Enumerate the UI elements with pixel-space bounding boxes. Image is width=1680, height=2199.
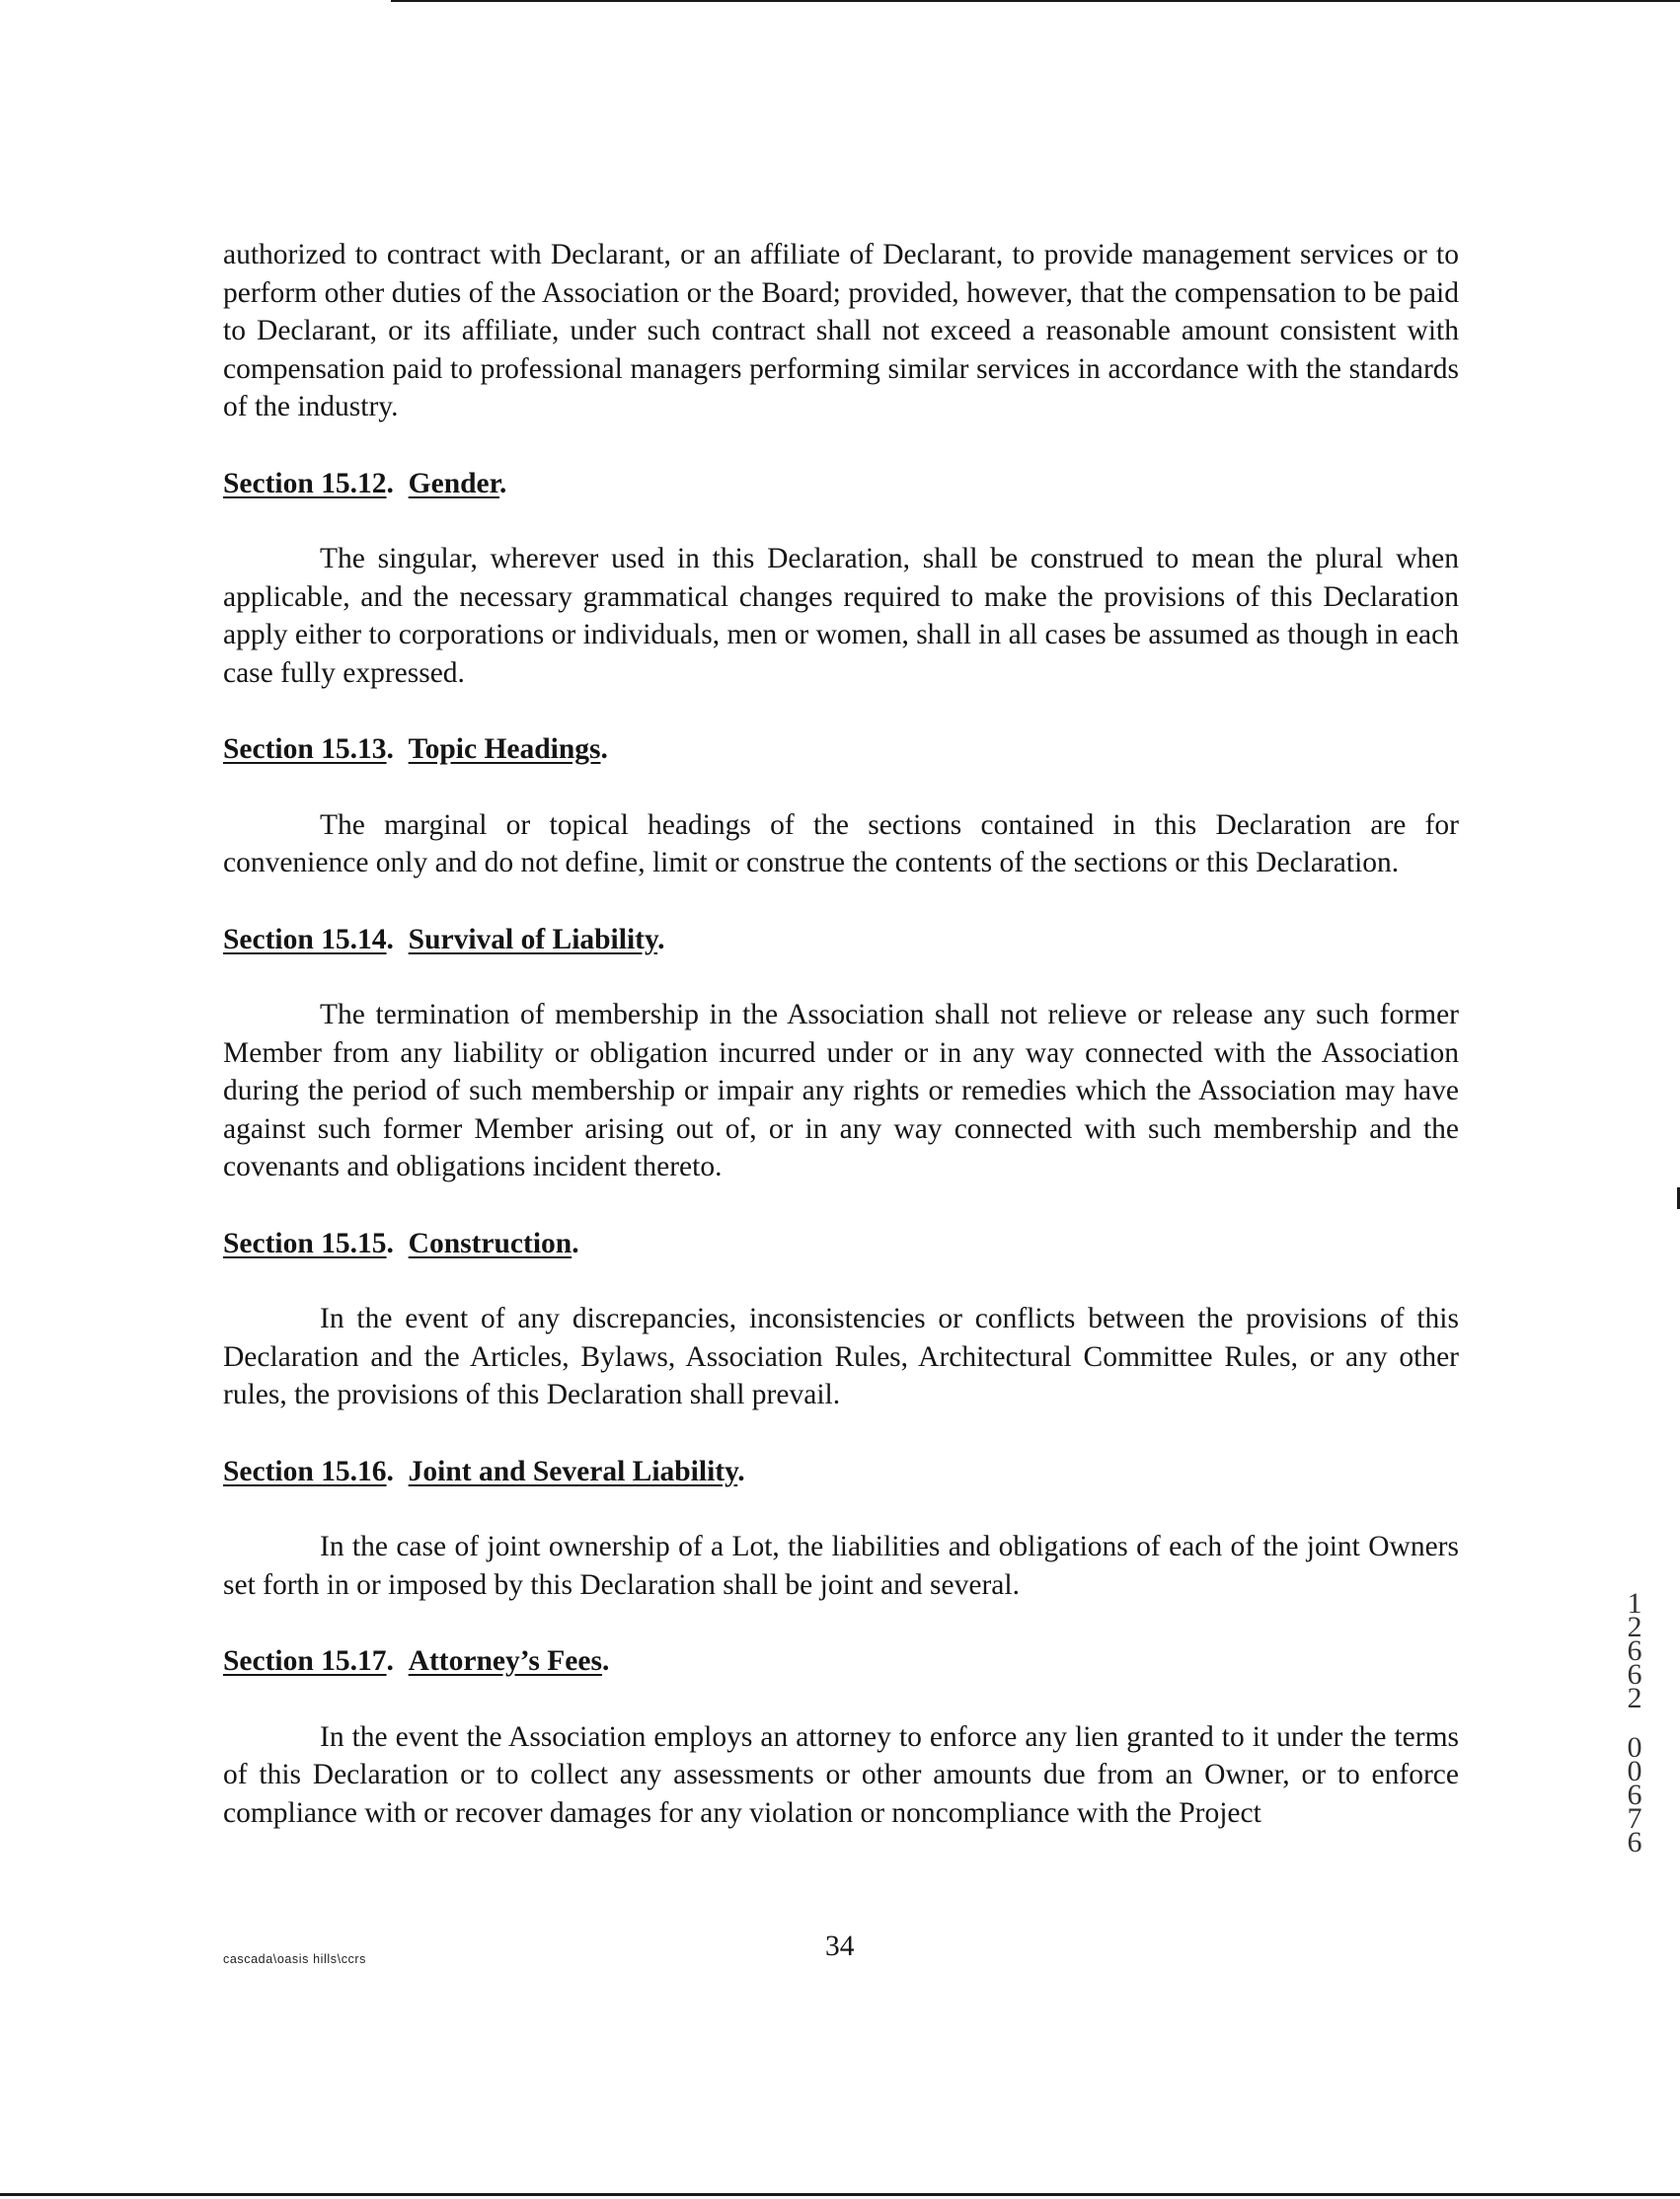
- section-number: Section 15.13: [223, 733, 387, 765]
- section-number: Section 15.16: [223, 1455, 387, 1487]
- section-body-15-13: The marginal or topical headings of the sections contained in this Declaration are for convenience only and do not define, limit or construe the contents of the sections or this Declaration.: [223, 808, 1459, 878]
- section-number: Section 15.12: [223, 467, 387, 499]
- intro-paragraph: authorized to contract with Declarant, or an affiliate of Declarant, to provide management services or to perform other duties of the Association or the Board; provided, however, that the compensation to be paid to Declarant, or its affiliate, under such contract shall not exceed a reasonable amount consistent with compensation paid to professional managers performing similar services in accordance with the standards of the industry.: [223, 239, 1459, 422]
- footer-file-path: cascada\oasis hills\ccrs: [223, 1952, 367, 1966]
- section-number: Section 15.15: [223, 1227, 387, 1259]
- section-body-15-12: The singular, wherever used in this Declaration, shall be construed to mean the plural when applicable, and the necessary grammatical changes required to make the provisions of this Declaration apply either to corporations or individuals, men or women, shall in all cases be assumed as though in each case fully expressed.: [223, 543, 1459, 689]
- stamp-digit: 0: [1627, 1731, 1642, 1764]
- stamp-digit: 0: [1627, 1755, 1642, 1787]
- section-body-15-15: In the event of any discrepancies, inconsistencies or conflicts between the provisions of this Declaration and the Articles, Bylaws, Association Rules, Architectural Committee Rules, or any other rules, the provisions of this Declaration shall prevail.: [223, 1303, 1459, 1410]
- section-heading-15-15: Section 15.15. Construction.: [223, 1227, 579, 1259]
- section-heading-15-14: Section 15.14. Survival of Liability.: [223, 923, 665, 955]
- stamp-digit: 6: [1627, 1634, 1642, 1667]
- section-heading-15-12: Section 15.12. Gender.: [223, 467, 507, 499]
- section-title: Construction: [408, 1227, 573, 1259]
- stamp-digit: 1: [1627, 1587, 1642, 1620]
- section-heading-15-17: Section 15.17. Attorney’s Fees.: [223, 1645, 610, 1677]
- section-title: Gender: [408, 467, 499, 499]
- stamp-digit: 6: [1627, 1658, 1642, 1691]
- section-title: Topic Headings: [408, 733, 601, 765]
- page-body: [223, 236, 1459, 1832]
- scan-edge-bottom: [0, 2193, 1680, 2196]
- section-body-15-16: In the case of joint ownership of a Lot, the liabilities and obligations of each of the joint Owners set forth in or imposed by this Declaration shall be joint and several.: [223, 1531, 1459, 1601]
- stamp-digit: 6: [1627, 1826, 1642, 1858]
- section-heading-15-16: Section 15.16. Joint and Several Liability.: [223, 1455, 745, 1487]
- section-heading-15-13: Section 15.13. Topic Headings.: [223, 733, 608, 765]
- recording-stamp: [1615, 1589, 1654, 1865]
- section-title: Attorney’s Fees: [408, 1645, 602, 1677]
- page-number: 34: [825, 1931, 855, 1962]
- section-body-15-14: The termination of membership in the Association shall not relieve or release any such former Member from any liability or obligation incurred under or in any way connected with the Association during the period of such membership or impair any rights or remedies which the Association may have against such former Member arising out of, or in any way connected with such membership and the covenants and obligations incident thereto.: [223, 999, 1459, 1182]
- stamp-digit: 2: [1627, 1611, 1642, 1643]
- stamp-digit: 7: [1627, 1802, 1642, 1835]
- section-number: Section 15.17: [223, 1645, 387, 1677]
- stamp-digit: 6: [1627, 1779, 1642, 1811]
- section-number: Section 15.14: [223, 923, 387, 955]
- scan-edge-top: [391, 0, 1680, 2]
- stamp-digit: 2: [1627, 1682, 1642, 1714]
- section-title: Survival of Liability: [408, 923, 658, 955]
- section-body-15-17: In the event the Association employs an attorney to enforce any lien granted to it under the terms of this Declaration or to collect any assessments or other amounts due from an Owner, or to enforce compliance with or recover damages for any violation or noncompliance with the Project: [223, 1720, 1459, 1829]
- section-title: Joint and Several Liability: [408, 1455, 738, 1487]
